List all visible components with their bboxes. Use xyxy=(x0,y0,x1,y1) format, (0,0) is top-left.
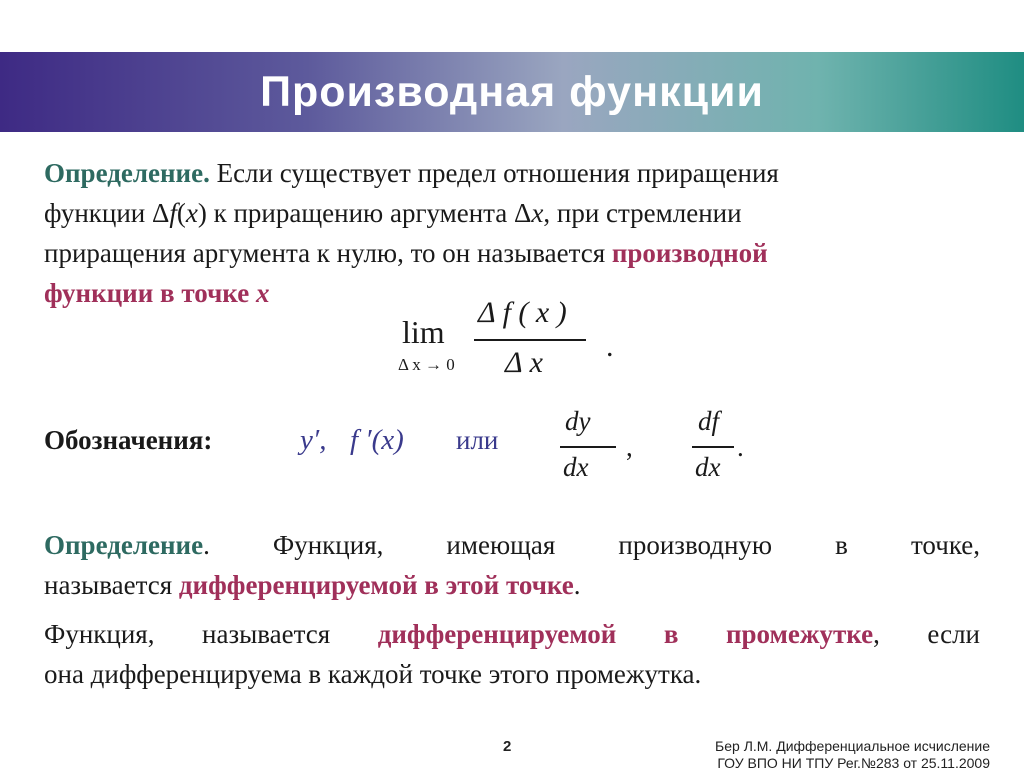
limit-numerator: Δ f ( x ) xyxy=(478,296,567,329)
limit-dot: . xyxy=(606,330,614,363)
lim-operator: lim xyxy=(402,314,445,350)
fraction-bar xyxy=(560,446,616,448)
definition-1-line-1 xyxy=(44,153,974,193)
definition-1-text: ( xyxy=(176,198,186,228)
footer-credit xyxy=(715,738,990,772)
y-prime: y′, xyxy=(300,424,327,456)
definition-3-line-2: она дифференцируема в каждой точке этого промежутка. xyxy=(44,659,702,689)
definition-3-text: , если xyxy=(873,619,980,649)
variable-symbol: x xyxy=(185,198,198,228)
definition-2-line-2 xyxy=(44,565,980,605)
end-dot: . xyxy=(737,432,744,462)
definition-2-text: . Функция, имеющая производную в точке, xyxy=(203,530,980,560)
or-word: или xyxy=(456,425,499,455)
definition-1-text: , при стремлении xyxy=(543,198,742,228)
definition-2 xyxy=(44,525,980,605)
notation-label: Обозначения: xyxy=(44,425,213,455)
definition-3-line-1 xyxy=(44,614,980,654)
page-number: 2 xyxy=(503,738,512,755)
df-numerator: df xyxy=(698,406,720,436)
definition-1-line-3 xyxy=(44,233,974,273)
definition-1-text: Если существует предел отношения приращения xyxy=(209,158,779,188)
variable-symbol: x xyxy=(255,278,270,308)
definition-label: Определение. xyxy=(44,158,210,188)
credit-line-2: ГОУ ВПО НИ ТПУ Рег.№283 от 25.11.2009 xyxy=(717,755,990,771)
dx-denominator: dx xyxy=(563,452,589,482)
dx-denominator: dx xyxy=(695,452,721,482)
comma: , xyxy=(626,432,633,462)
term-differentiable-at-point: дифференцируемой в этой точке xyxy=(178,570,574,600)
definition-label: Определение xyxy=(44,530,204,560)
definition-3-text: Функция, называется xyxy=(44,619,378,649)
term-at-point: функции в точке xyxy=(44,278,256,308)
dy-numerator: dy xyxy=(565,406,591,436)
term-derivative: производной xyxy=(611,238,768,268)
f-prime: f ′(x) xyxy=(350,424,404,456)
variable-symbol: x xyxy=(531,198,544,228)
lim-subscript: Δ x → 0 xyxy=(398,355,455,374)
definition-2-text: . xyxy=(573,570,581,600)
definition-3 xyxy=(44,614,980,694)
term-differentiable-on-interval: дифференцируемой в промежутке xyxy=(377,619,874,649)
definition-1-text: ) к приращению аргумента Δ xyxy=(197,198,532,228)
fraction-bar xyxy=(692,446,734,448)
definition-1-text: функции xyxy=(44,198,152,228)
limit-denominator: Δ x xyxy=(505,346,543,379)
delta-symbol: Δ xyxy=(152,198,170,228)
definition-1 xyxy=(44,153,974,313)
credit-line-1: Бер Л.М. Дифференциальное исчисление xyxy=(715,738,990,754)
definition-1-text: приращения аргумента к нулю, то он называется xyxy=(44,238,612,268)
slide-title: Производная функции xyxy=(260,68,764,116)
definition-2-line-1 xyxy=(44,525,980,565)
title-bar xyxy=(0,52,1024,132)
fraction-bar xyxy=(474,339,586,341)
function-symbol: f xyxy=(169,198,177,228)
definition-1-line-2 xyxy=(44,193,974,233)
definition-2-text: называется xyxy=(44,570,179,600)
